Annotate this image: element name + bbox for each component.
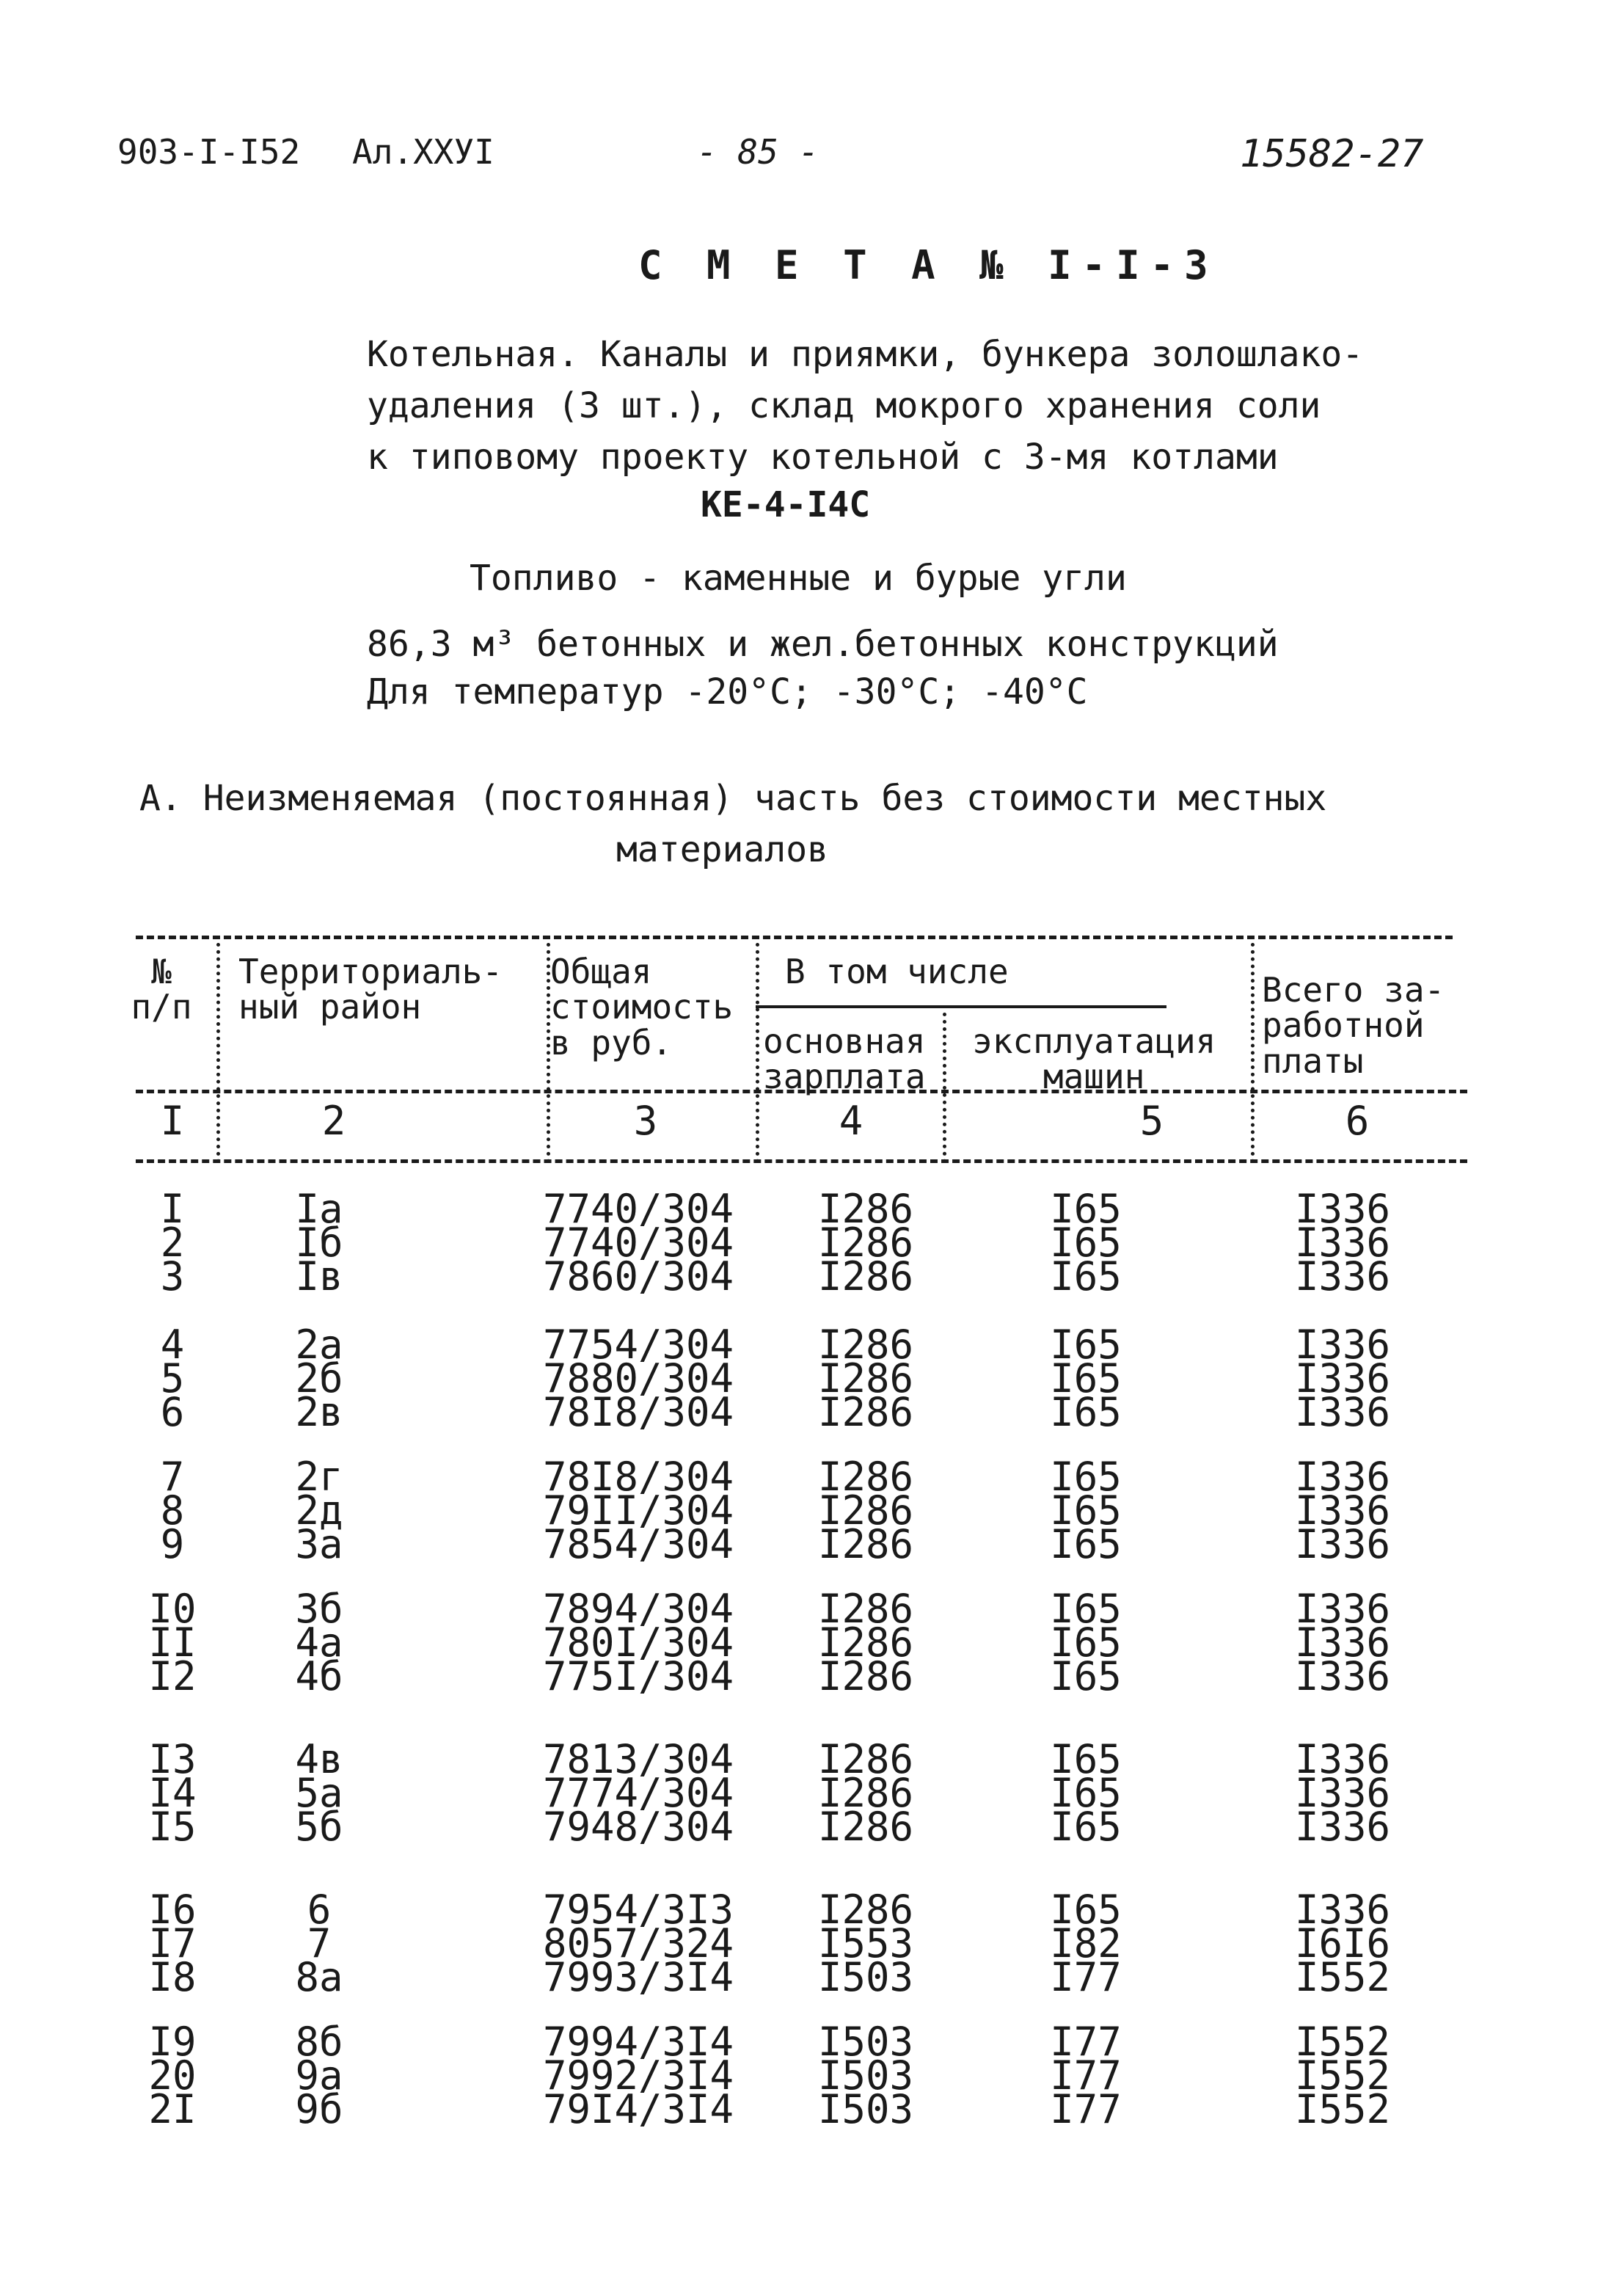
territorial-region: 6 7 8а xyxy=(295,1887,343,2000)
total-wages: I336 I336 I336 xyxy=(1294,1736,1391,1850)
boiler-model: КЕ-4-I4С xyxy=(701,484,871,525)
base-wage: I286 I286 I286 xyxy=(817,1586,914,1699)
description-line-3: к типовому проекту котельной с 3-мя котлами xyxy=(367,437,1279,478)
column-number: I xyxy=(160,1098,185,1144)
column-number: 4 xyxy=(839,1098,863,1144)
total-cost: 78I8/304 79II/304 7854/304 xyxy=(542,1454,734,1567)
machine-operation: I65 I65 I65 xyxy=(1050,1736,1122,1850)
column-divider xyxy=(216,943,220,1163)
document-title: С М Е Т А № I-I-3 xyxy=(638,242,1219,288)
total-cost: 7894/304 780I/304 775I/304 xyxy=(542,1586,734,1699)
page-number: - 85 - xyxy=(697,132,819,172)
row-number: 7 8 9 xyxy=(160,1454,185,1567)
base-wage: I286 I286 I286 xyxy=(817,1736,914,1850)
column-divider xyxy=(943,1013,946,1163)
description-line-1: Котельная. Каналы и приямки, бункера золошлако- xyxy=(367,334,1364,375)
total-wages: I336 I336 I336 xyxy=(1294,1186,1391,1300)
machine-operation: I65 I65 I65 xyxy=(1050,1186,1122,1300)
inventory-number: 15582-27 xyxy=(1240,132,1424,176)
total-wages: I552 I552 I552 xyxy=(1294,2019,1391,2132)
header-base-wage: основная зарплата xyxy=(763,1021,926,1097)
total-cost: 7813/304 7774/304 7948/304 xyxy=(542,1736,734,1850)
total-cost: 7754/304 7880/304 78I8/304 xyxy=(542,1322,734,1435)
base-wage: I286 I553 I503 xyxy=(817,1887,914,2000)
row-number: I0 II I2 xyxy=(148,1586,197,1699)
territorial-region: Iа Iб Iв xyxy=(295,1186,343,1300)
territorial-region: 4в 5а 5б xyxy=(295,1736,343,1850)
base-wage: I286 I286 I286 xyxy=(817,1186,914,1300)
column-number-rule xyxy=(136,1159,1467,1163)
total-cost: 7740/304 7740/304 7860/304 xyxy=(542,1186,734,1300)
fuel-type: Топливо - каменные и бурые угли xyxy=(470,558,1127,599)
table-top-rule xyxy=(136,936,1453,939)
header-machine-operation: эксплуатация машин xyxy=(972,1021,1216,1097)
album-number: Ал.XXУI xyxy=(352,132,494,172)
total-cost: 7954/3I3 8057/324 7993/3I4 xyxy=(542,1887,734,2000)
total-wages: I336 I336 I336 xyxy=(1294,1586,1391,1699)
machine-operation: I65 I65 I65 xyxy=(1050,1454,1122,1567)
machine-operation: I65 I65 I65 xyxy=(1050,1322,1122,1435)
temperature-range: Для температур -20°С; -30°С; -40°С xyxy=(367,671,1088,713)
header-total-wages: Всего за- работной платы xyxy=(1262,970,1445,1081)
header-total-cost: Общая стоимость в руб. xyxy=(550,952,734,1063)
header-row-number: № п/п xyxy=(131,952,192,1027)
territorial-region: 8б 9а 9б xyxy=(295,2019,343,2132)
section-title: А. Неизменяемая (постоянная) часть без стоимости местных xyxy=(139,778,1327,819)
section-title-cont: материалов xyxy=(616,829,828,870)
machine-operation: I77 I77 I77 xyxy=(1050,2019,1122,2132)
row-number: I3 I4 I5 xyxy=(148,1736,197,1850)
header-territorial-region: Территориаль- ный район xyxy=(238,952,503,1027)
base-wage: I286 I286 I286 xyxy=(817,1322,914,1435)
total-wages: I336 I336 I336 xyxy=(1294,1322,1391,1435)
column-number: 6 xyxy=(1345,1098,1370,1144)
row-number: I6 I7 I8 xyxy=(148,1887,197,2000)
column-number: 3 xyxy=(633,1098,658,1144)
territorial-region: 3б 4а 4б xyxy=(295,1586,343,1699)
territorial-region: 2г 2д 3а xyxy=(295,1454,343,1567)
concrete-volume: 86,3 м³ бетонных и жел.бетонных конструкций xyxy=(367,624,1279,665)
base-wage: I503 I503 I503 xyxy=(817,2019,914,2132)
total-wages: I336 I6I6 I552 xyxy=(1294,1887,1391,2000)
row-number: I 2 3 xyxy=(160,1186,185,1300)
group-header-rule xyxy=(756,1005,1166,1008)
total-cost: 7994/3I4 7992/3I4 79I4/3I4 xyxy=(542,2019,734,2132)
header-including: В том числе xyxy=(785,952,1009,991)
document-code: 903-I-I52 xyxy=(117,132,301,172)
total-wages: I336 I336 I336 xyxy=(1294,1454,1391,1567)
row-number: I9 20 2I xyxy=(148,2019,197,2132)
territorial-region: 2а 2б 2в xyxy=(295,1322,343,1435)
description-line-2: удаления (3 шт.), склад мокрого хранения соли xyxy=(367,385,1321,426)
column-divider xyxy=(1251,943,1255,1163)
column-number: 2 xyxy=(321,1098,346,1144)
machine-operation: I65 I82 I77 xyxy=(1050,1887,1122,2000)
machine-operation: I65 I65 I65 xyxy=(1050,1586,1122,1699)
column-number: 5 xyxy=(1139,1098,1164,1144)
row-number: 4 5 6 xyxy=(160,1322,185,1435)
base-wage: I286 I286 I286 xyxy=(817,1454,914,1567)
